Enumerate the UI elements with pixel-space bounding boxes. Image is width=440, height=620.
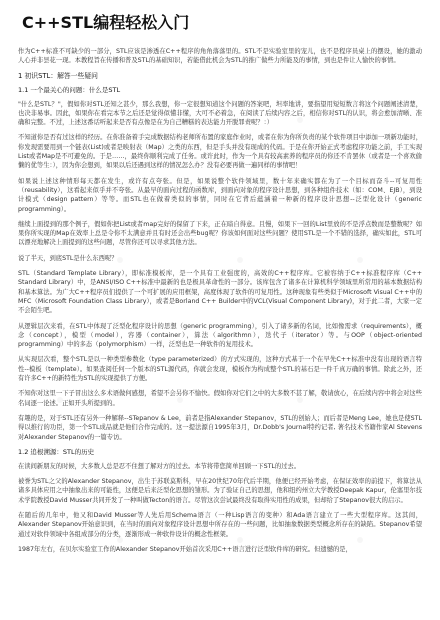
- section-heading: 1.2 追根溯源：STL的历史: [18, 447, 95, 456]
- document-body: [18, 47, 422, 554]
- paragraph: 说了半天，到底STL是什么东西呢？: [18, 254, 118, 262]
- paragraph: 作为C++标准不可缺少的一部分，STL应该是渗透在C++程序的角角落落里的。STL不是实验室里的宠儿，也不是程序员桌上的摆设，她的激动人心并非昙花一现。本教程旨在传播和普及STL的基础知识，若能借此机会为STL的推广做些力所能及的事情，到也是件让人愉快的事情。: [18, 48, 422, 65]
- paragraph: 不知道你是否有过这样的经历。在你准备着手完成数据结构老师所布置的家庭作业时，或者在你为你所负责的某个软件项目中添加一项新功能时，你发现需要用到一个链表(List)或者是映射表（Map）之类的东西，但是手头并没有现成的代码。于是在你开始正式考虑程序功能之前，手工实现List或者Map是不可避免的。于是……，最终你顺利完成了任务。或许此时，作为一个具有较高素养的程序员的你还不肯罢休（或者是一个喜欢偷懒的优等生：），因为你会想到，如果以后还遇到这样的情况怎么办？没有必要再做一遍同样的事情吧！: [18, 134, 422, 170]
- section-heading: 1 初识STL：解答一些疑问: [18, 71, 98, 80]
- paragraph: 不知你对这里一下子冒出这么多术语做何感想，希望不会另你不愉快。假如你对它们之中的大多数不甚了解，敬请放心，在后续内容中将会对这些名词逐一论述。正如开头所提到的。: [18, 390, 422, 407]
- paragraph: 如果说上述这种情形每天都在发生，或许有点夸张。但是，如果说整个软件领域里，数十年来确实都在为了一个目标而奋斗--可复用性（reusability），这看起来似乎并不夸张。从最早的面向过程的函数库，到面向对象的程序设计思想，到各种组件技术（如：COM、EJB），到设计模式（design pattern）等等。而STL也在做着类似的事情，同时在它背后蕴涵着一种新的程序设计思想--泛型化设计（generic programming）。: [18, 177, 422, 213]
- paragraph: 从逻辑层次来看，在STL中体现了泛型化程序设计的思想（generic programming），引入了诸多新的名词，比如像需求（requirements），概念（concept），模型（model），容器（container），算法（algorithmn），迭代子（iterator）等。与OOP（object-oriented programming）中的多态（polymorphism）一样，泛型也是一种软件的复用技术。: [18, 322, 422, 349]
- document-title: C++STL编程轻松入门: [22, 13, 190, 32]
- section-heading: 1.1 一个最关心的问题：什么是STL: [18, 85, 121, 94]
- paragraph: 从实现层次看，整个STL是以一种类型参数化（type parameterized）的方式实现的，这种方式基于一个在早先C++标准中没有出现的语言特性--模板（template）。如果查阅任何一个版本的STL源代码，你就会发现，模板作为构成整个STL的基石是一件千真万确的事情。除此之外，还有许多C++的新特性为STL的实现提供了方便。: [18, 356, 422, 383]
- paragraph: 在随后的几年中，他又和David Musser等人先后用Schema语言（一种Lisp语言的变种）和Ada语言建立了一些大型程序库。这其间，Alexander Stepanov开始意识到，在当时的面向对象程序设计思想中所存在的一些问题，比如抽象数据类型概念所存在的缺陷。Stepanov希望通过对软件领域中各组成部分的分类，逐渐形成一种软件设计的概念性框架。: [18, 511, 422, 538]
- paragraph: STL（Standard Template Library），即标准模板库，是一个具有工业强度的，高效的C++程序库。它被容纳于C++标准程序库（C++ Standard Library）中，是ANSI/ISO C++标准中最新的也是极具革命性的一部分。该库包含了诸多在计算机科学领域里所常用的基本数据结构和基本算法。为广大C++程序员们提供了一个可扩展的应用框架，高度体现了软件的可复用性。这种现象有些类似于Microsoft Visual C++中的MFC（Microsoft Foundation Class Library），或者是Borland C++ Builder中的VCL(Visual Component Library)，对于此二者，大家一定不会陌生吧。: [18, 270, 422, 315]
- paragraph: 在读间新朋友的时候，大多数人总是忍不住想了解对方的过去。本节将带您简单回顾一下STL的过去。: [18, 462, 301, 470]
- paragraph: 1987年左右，在贝尔实验室工作的Alexander Stepanov开始首次采用C++语言进行泛型软件库的研究。但遗憾的是，: [18, 545, 352, 553]
- paragraph: "什么是STL？"，假如你对STL还知之甚少，那么我想，你一定很想知道这个问题的答案吧，坦率地讲，要指望用短短数言将这个问题阐述清楚，也决非易事。因此，如果你在看完本节之后还是觉得似懂非懂，大可不必着急，在阅读了后续内容之后，相信你对STL的认识，将会愈加清晰、准确和完整。不过，上述这番话听起来是否有点像是在为自己糟糕的表达能力开脱罪责呢？：）: [18, 100, 422, 127]
- paragraph: 有趣的是，对于STL还有另外一种解释--STepanov & Lee，前者是指Alexander Stepanov，STL的创始人；而后者是Meng Lee，她也是使STL得以推行的功臣，第一个STL成品就是他们合作完成的。这一提法源自1995年3月，Dr.Dobb's Journal特约记者, 著名技术书籍作家Al Stevens对Alexander Stepanov的一篇专访。: [18, 414, 422, 441]
- paragraph: 被誉为STL之父的Alexander Stepanov，出生于苏联莫斯科，早在20世纪70年代后半期，他便已经开始考虑，在保证效率的前提下，将算法从诸多具体应用之中抽象出来的可能性，这便是后来泛型化思想的雏形。为了验证自己的思想，他和纽约州立大学教授Deepak Kapur，伦塞里尔技术学院教授David Musser共同开发了一种叫做Tecton的语言。尽管这次尝试最终没有取得实用性的成果，但却给了Stepanov很大的启示。: [18, 478, 422, 504]
- paragraph: 继续上面提到的那个例子，假如你把List或者map完好的保留了下来，正在暗自得意。且慢，如果下一回的List里放的不是浮点数而是整数呢？如果你所实现的Map在效率上总是令你不太满意并且有时还会出些bug呢？你该如何面对这些问题？使用STL是一个不错的选择，确实如此，STL可以漂亮地解决上面提到的这些问题，尽管你还可以寻求其他方法。: [18, 220, 422, 247]
